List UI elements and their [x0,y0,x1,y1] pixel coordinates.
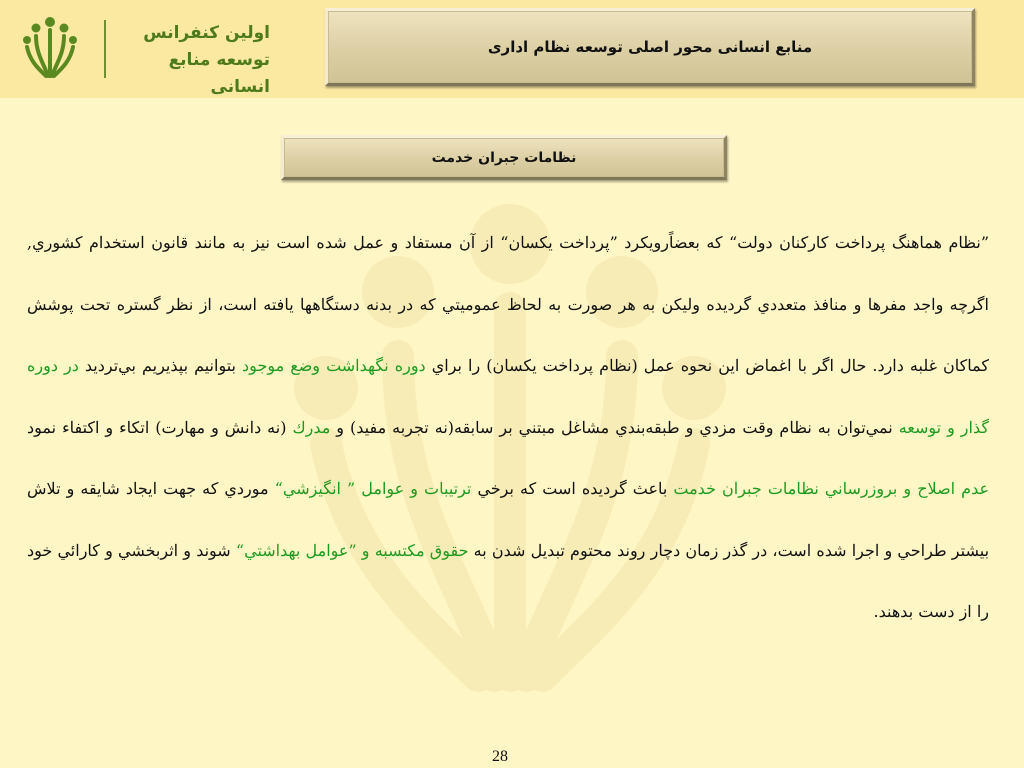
logo-line-1: اولین کنفرانس [143,23,270,43]
body-highlight-segment: ترتيبات و عوامل ” انگيزشي“ [274,479,472,498]
body-paragraph [27,212,989,643]
logo-divider [104,20,106,78]
body-text-segment: شوند و اثربخشي و كارائي خود را از دست بدهند. [27,540,989,621]
section-title: نظامات جبران خدمت [431,149,577,166]
body-highlight-segment: مدرك [292,417,331,437]
header-title: منابع انسانی محور اصلی توسعه نظام اداری [487,38,813,56]
logo-line-2: توسعه منابع انسانی [168,50,270,97]
body-text-segment: ”نظام هماهنگ پرداخت كاركنان دولت“ كه بعضاًرويكرد ”پرداخت يكسان“ از آن مستفاد و عمل شده است نيز به مانند قانون استخدام كشوري, اگرچه واجد مفرها و منافذ متعددي گرديده وليكن به هر صورت به لحاظ عمومیتي كه در بدنه دستگاهها يافته است، از نظر گستره تحت پوشش كماكان غلبه دارد. حال اگر با اغماض اين نحوه عمل (نظام پرداخت يكسان) را براي [27,233,990,375]
body-text-segment: باعث گرديده است كه برخي [471,479,674,498]
body-text-segment: نمي‌توان به نظام وقت مزدي و طبقه‌بندي مشاغل مبتني بر سابقه(نه تجربه مفيد) و [330,417,899,437]
conference-emblem-icon [22,14,78,84]
body-highlight-segment: دوره نگهداشت وضع موجود [242,356,426,375]
body-text-segment: بتوانيم بپذيريم بي‌ترديد [78,356,243,375]
conference-logo [22,14,272,97]
body-text-segment: (نه دانش و مهارت) اتكاء و اكتفاء نمود [27,417,293,437]
body-highlight-segment: عدم اصلاح و بروزرساني نظامات جبران خدمت [673,479,990,498]
page-number: 28 [492,748,508,765]
logo-text [114,20,270,101]
header-title-plaque [325,8,975,86]
body-text-segment: موردي كه جهت ايجاد شايقه و تلاش بيشتر طراحي و اجرا شده است، در گذر زمان دچار روند محتوم تبديل شدن به [27,479,990,560]
body-highlight-segment: در دوره گذار و توسعه [27,356,989,437]
body-highlight-segment: حقوق مكتسبه و ”عوامل بهداشتي“ [235,540,469,560]
section-title-plaque [281,135,727,180]
